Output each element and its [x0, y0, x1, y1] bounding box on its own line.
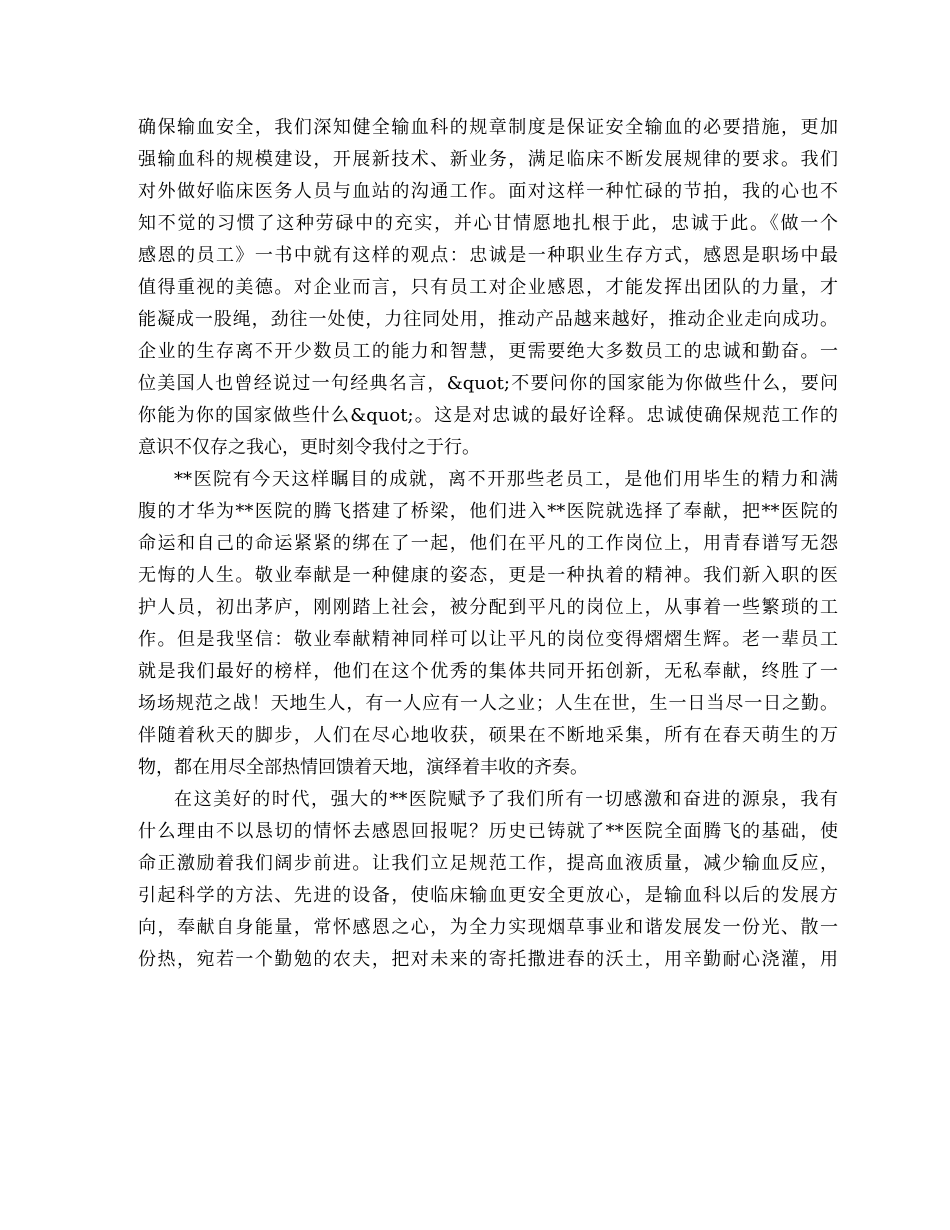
text-line: 确保输血安全，我们深知健全输血科的规章制度是保证安全输血的必要措施，更加 [138, 117, 838, 138]
text-line: 份热，宛若一个勤勉的农夫，把对未来的寄托撒进春的沃土，用辛勤耐心浇灌，用 [138, 949, 838, 970]
text-line: 无悔的人生。敬业奉献是一种健康的姿态，更是一种执着的精神。我们新入职的医 [138, 565, 838, 586]
text-line: 意识不仅存之我心，更时刻令我付之于行。 [138, 437, 480, 458]
text-line: 引起科学的方法、先进的设备，使临床输血更安全更放心，是输血科以后的发展方 [138, 885, 838, 906]
text-line: 你能为你的国家做些什么&quot;。这是对忠诚的最好诠释。忠诚使确保规范工作的 [138, 405, 838, 426]
text-line: 值得重视的美德。对企业而言，只有员工对企业感恩，才能发挥出团队的力量，才 [138, 277, 838, 298]
text-line: 对外做好临床医务人员与血站的沟通工作。面对这样一种忙碌的节拍，我的心也不 [138, 181, 838, 202]
text-line: 向，奉献自身能量，常怀感恩之心，为全力实现烟草事业和谐发展发一份光、散一 [138, 917, 838, 938]
text-line-paragraph-start: 在这美好的时代，强大的**医院赋予了我们所有一切感激和奋进的源泉，我有 [174, 789, 838, 810]
text-line: 感恩的员工》一书中就有这样的观点：忠诚是一种职业生存方式，感恩是职场中最 [138, 245, 838, 266]
text-line: 场场规范之战！天地生人，有一人应有一人之业；人生在世，生一日当尽一日之勤。 [138, 693, 838, 714]
text-line: 作。但是我坚信：敬业奉献精神同样可以让平凡的岗位变得熠熠生辉。老一辈员工 [138, 629, 838, 650]
text-line-paragraph-start: **医院有今天这样瞩目的成就，离不开那些老员工，是他们用毕生的精力和满 [174, 469, 838, 490]
text-line: 腹的才华为**医院的腾飞搭建了桥梁，他们进入**医院就选择了奉献，把**医院的 [138, 501, 838, 522]
text-line: 位美国人也曾经说过一句经典名言，&quot;不要问你的国家能为你做些什么，要问 [138, 373, 838, 394]
text-line: 就是我们最好的榜样，他们在这个优秀的集体共同开拓创新，无私奉献，终胜了一 [138, 661, 838, 682]
text-line: 能凝成一股绳，劲往一处使，力往同处用，推动产品越来越好，推动企业走向成功。 [138, 309, 838, 330]
text-line: 物，都在用尽全部热情回馈着天地，演绎着丰收的齐奏。 [138, 757, 588, 778]
text-line: 伴随着秋天的脚步，人们在尽心地收获，硕果在不断地采集，所有在春天萌生的万 [138, 725, 838, 746]
text-line: 什么理由不以恳切的情怀去感恩回报呢？历史已铸就了**医院全面腾飞的基础，使 [138, 821, 838, 842]
text-line: 企业的生存离不开少数员工的能力和智慧，更需要绝大多数员工的忠诚和勤奋。一 [138, 341, 838, 362]
document-body [138, 112, 838, 976]
text-line: 护人员，初出茅庐，刚刚踏上社会，被分配到平凡的岗位上，从事着一些繁琐的工 [138, 597, 838, 618]
text-line: 命正激励着我们阔步前进。让我们立足规范工作，提高血液质量，减少输血反应， [138, 853, 838, 874]
text-line: 强输血科的规模建设，开展新技术、新业务，满足临床不断发展规律的要求。我们 [138, 149, 838, 170]
text-line: 命运和自己的命运紧紧的绑在了一起，他们在平凡的工作岗位上，用青春谱写无怨 [138, 533, 838, 554]
text-line: 知不觉的习惯了这种劳碌中的充实，并心甘情愿地扎根于此，忠诚于此。《做一个 [138, 213, 838, 234]
